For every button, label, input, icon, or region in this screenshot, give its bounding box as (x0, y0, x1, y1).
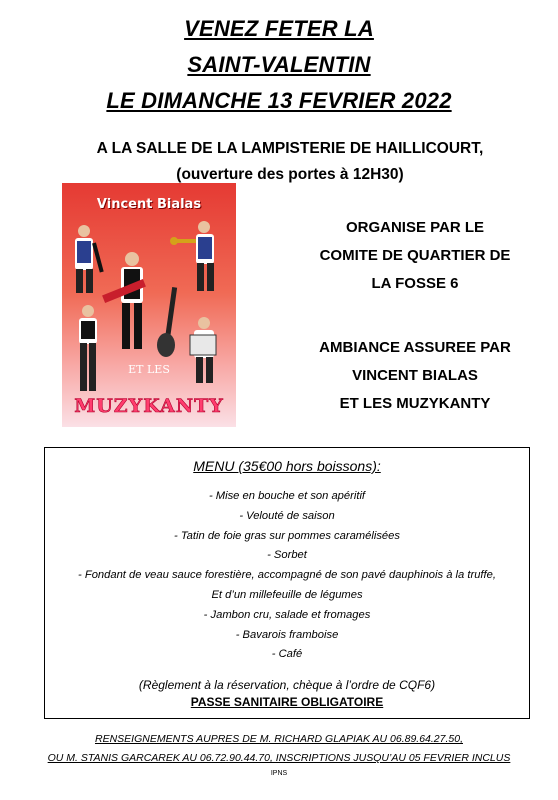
health-pass-notice: PASSE SANITAIRE OBLIGATOIRE (190, 695, 384, 709)
venue-name: A LA SALLE DE LA LAMPISTERIE DE HAILLICOURT, (96, 140, 484, 157)
musician-figure (157, 287, 177, 357)
menu-item: - Tatin de foie gras sur pommes caramélisées (174, 529, 400, 542)
contact-line-1: RENSEIGNEMENTS AUPRES DE M. RICHARD GLAPIAK AU 06.89.64.27.50, (94, 733, 463, 745)
ambiance-line-1: AMBIANCE ASSUREE PAR (319, 339, 511, 356)
organiser-line-2: COMITE DE QUARTIER DE (319, 247, 511, 264)
menu-item: - Velouté de saison (239, 509, 335, 522)
title-line-1: VENEZ FETER LA (184, 16, 374, 41)
menu-list (45, 487, 529, 665)
menu-heading: MENU (35€00 hors boissons): (193, 458, 381, 474)
menu-item: - Fondant de veau sauce forestière, accompagné de son pavé dauphinois à la truffe, (78, 569, 496, 582)
menu-item: - Bavarois framboise (235, 628, 339, 641)
musicians-illustration (62, 183, 236, 427)
organiser-line-1: ORGANISE PAR LE (345, 219, 485, 236)
menu-item: - Sorbet (267, 549, 307, 562)
venue-opening-time: (ouverture des portes à 12H30) (176, 166, 404, 183)
ambiance-line-3: ET LES MUZYKANTY (339, 395, 491, 412)
band-poster-image (62, 183, 236, 427)
organiser-block (290, 214, 540, 298)
musician-figure (79, 305, 97, 391)
ipns-mark: IPNS (270, 770, 288, 777)
menu-item: - Café (271, 648, 303, 661)
musician-figure (75, 225, 104, 293)
menu-item: - Mise en bouche et son apéritif (208, 490, 366, 502)
payment-note: (Règlement à la réservation, chèque à l’ordre de CQF6) (138, 678, 436, 692)
poster-band-name: MUZYKANTY (74, 395, 224, 417)
menu-item: Et d’un millefeuille de légumes (211, 588, 363, 601)
menu-item: - Jambon cru, salade et fromages (203, 608, 371, 621)
poster-et-les: ET LES (128, 363, 170, 376)
menu-box (44, 447, 530, 719)
title-date: LE DIMANCHE 13 FEVRIER 2022 (106, 88, 452, 113)
ambiance-block (290, 334, 540, 418)
musician-figure (102, 252, 146, 349)
venue-block (60, 136, 520, 188)
musician-figure (170, 221, 214, 291)
title-line-2: SAINT-VALENTIN (187, 52, 371, 77)
ambiance-line-2: VINCENT BIALAS (352, 367, 478, 384)
organiser-line-3: LA FOSSE 6 (371, 275, 459, 292)
contact-line-2: OU M. STANIS GARCAREK AU 06.72.90.44.70, INSCRIPTIONS JUSQU’AU 05 FEVRIER INCLUS (47, 752, 511, 764)
poster-artist-name: Vincent Bialas (96, 197, 202, 212)
